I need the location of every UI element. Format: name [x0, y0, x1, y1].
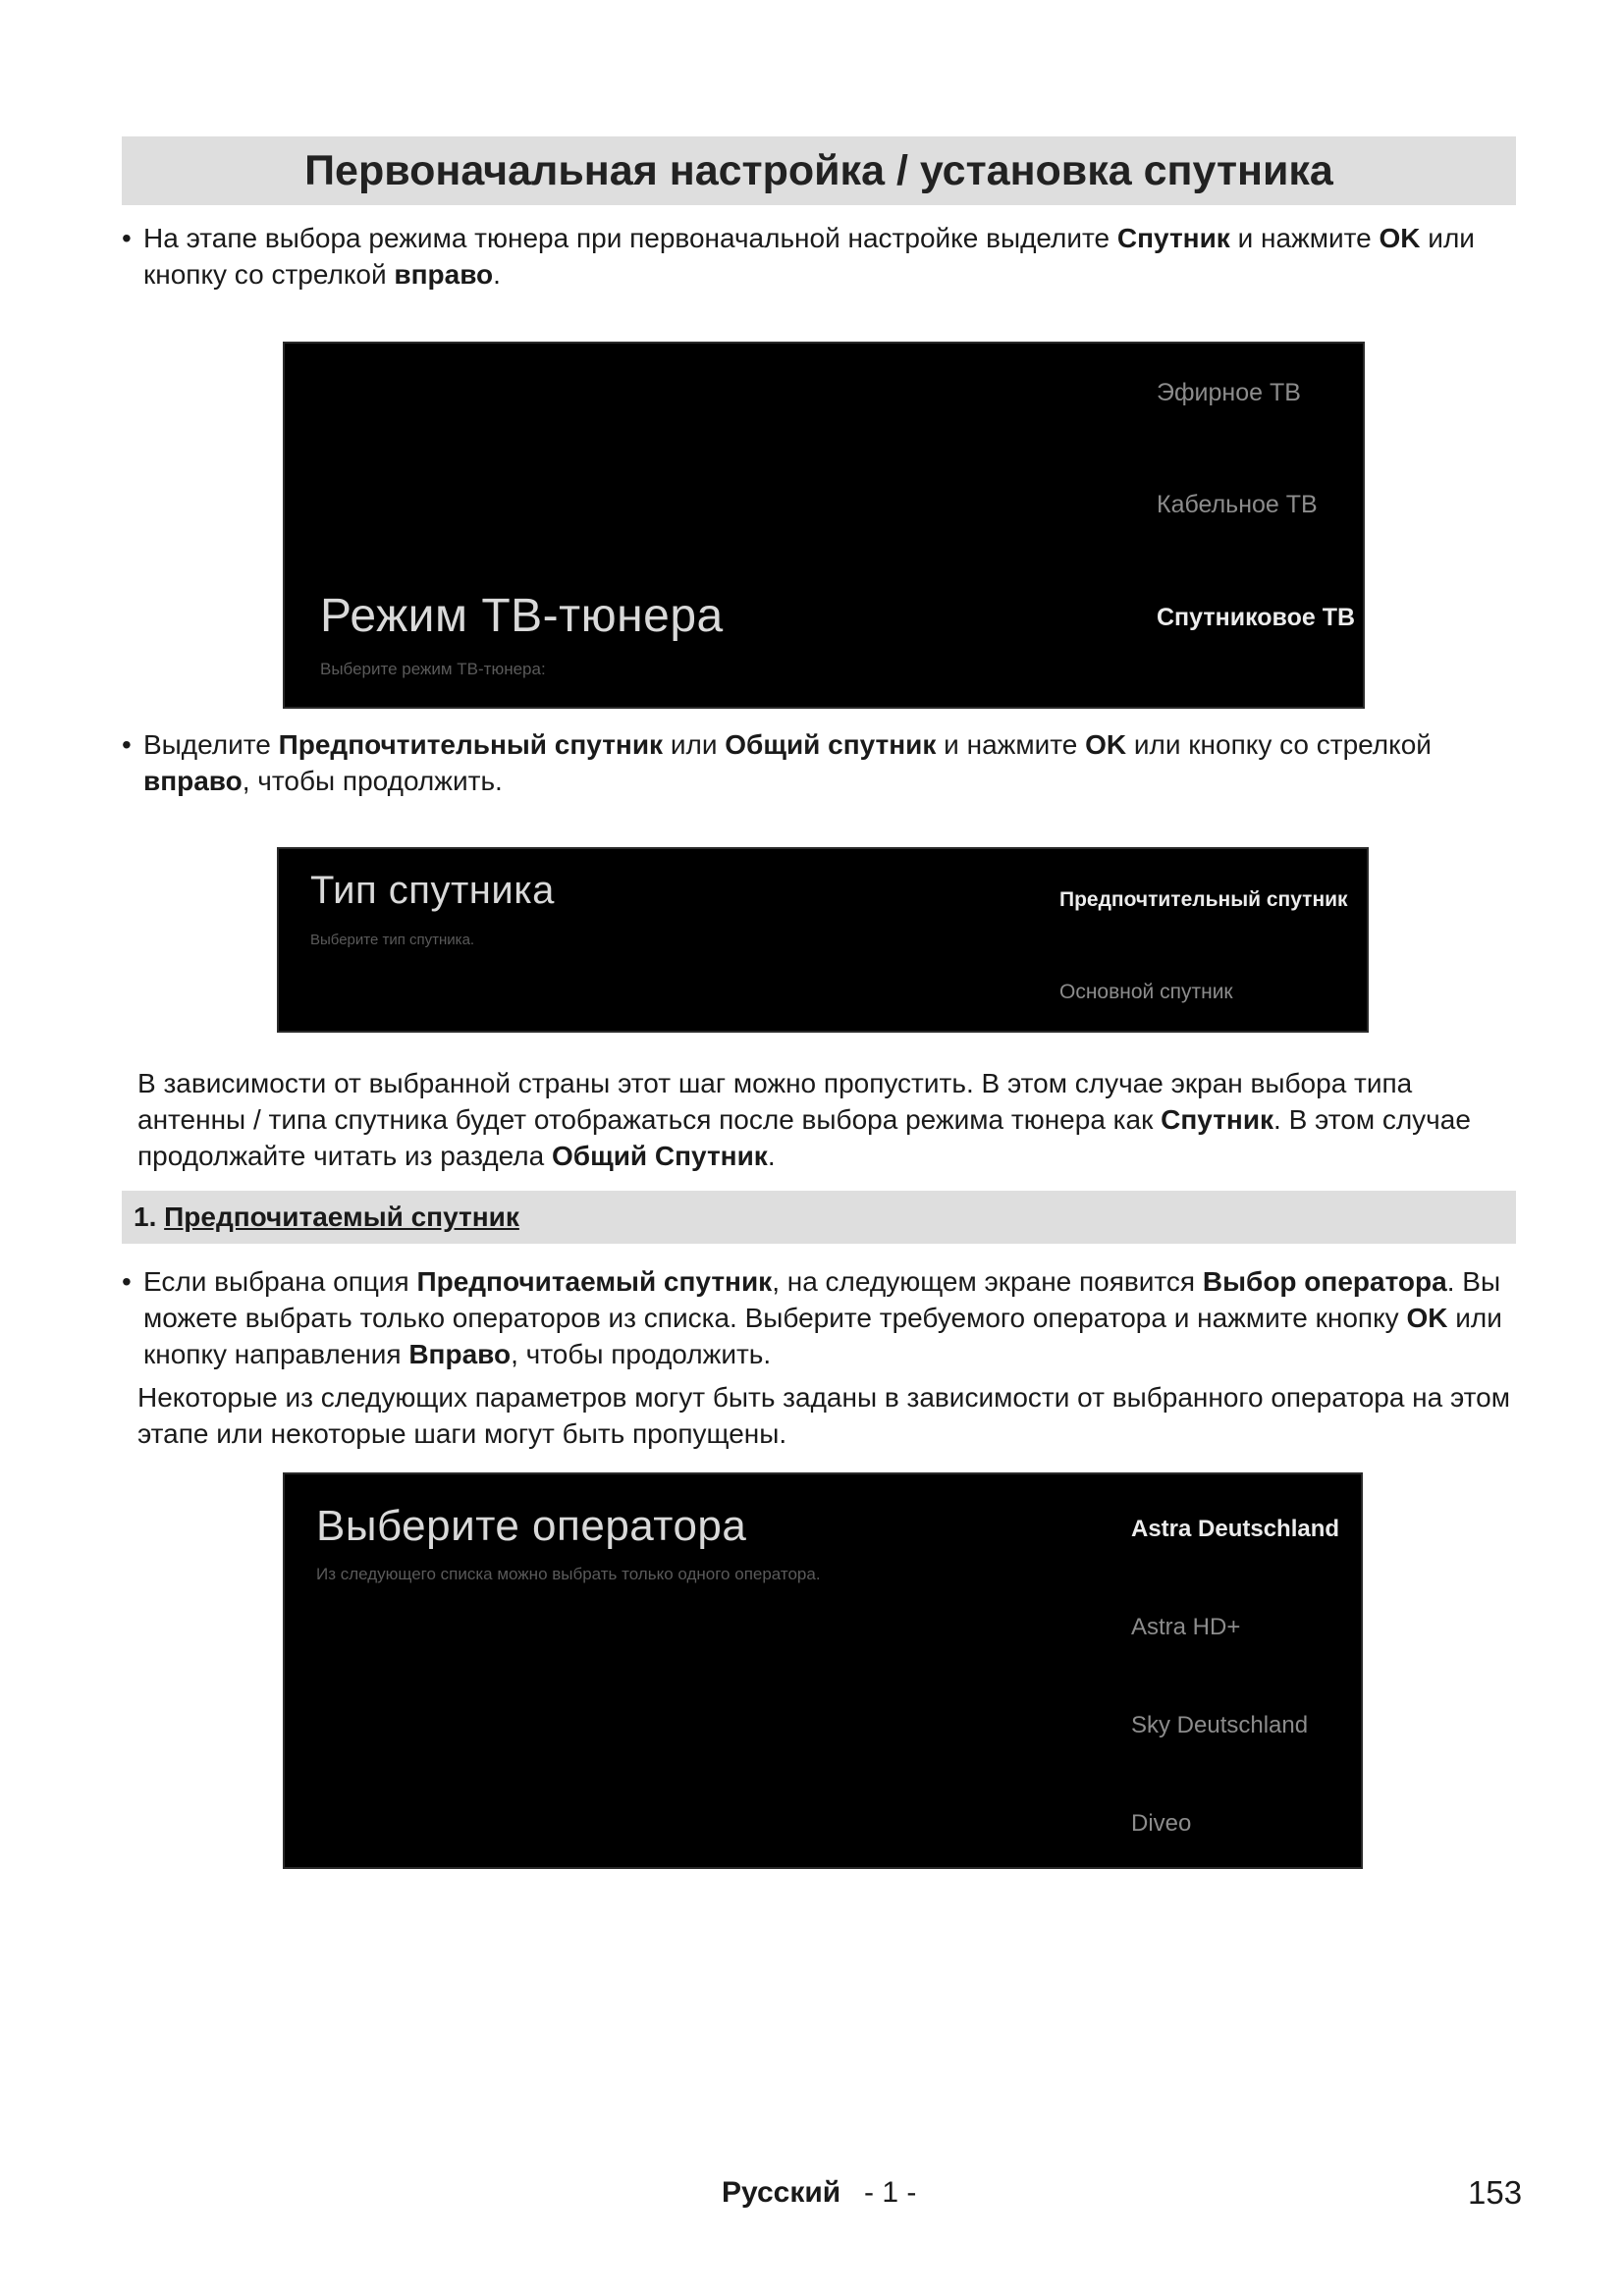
screen-subtitle: Из следующего списка можно выбрать только одного оператора.	[316, 1565, 821, 1583]
screen-subtitle: Выберите режим ТВ-тюнера:	[320, 660, 546, 678]
page-number: 153	[1468, 2174, 1523, 2211]
option-general-satellite[interactable]: Основной спутник	[1059, 981, 1233, 1003]
satellite-type-screenshot	[277, 847, 1369, 1033]
operator-selection-screenshot	[283, 1472, 1363, 1869]
option-terrestrial-tv[interactable]: Эфирное ТВ	[1157, 379, 1301, 406]
instruction-paragraph-2: • Выделите Предпочтительный спутник или Общий спутник и нажмите OK или кнопку со стрелкой вправо, чтобы продолжить.	[122, 726, 1543, 799]
section-heading-preferred-satellite	[122, 1191, 1516, 1244]
option-diveo[interactable]: Diveo	[1131, 1810, 1192, 1837]
option-preferred-satellite[interactable]: Предпочтительный спутник	[1059, 888, 1348, 911]
screen-title: Тип спутника	[310, 869, 555, 912]
section-title: Предпочитаемый спутник	[164, 1201, 519, 1232]
bullet: •	[122, 729, 132, 760]
option-astra-hd-plus[interactable]: Astra HD+	[1131, 1614, 1241, 1640]
bullet: •	[122, 223, 132, 253]
footer-page-marker: - 1 -	[864, 2176, 917, 2209]
page-title: Первоначальная настройка / установка спутника	[122, 136, 1516, 205]
bullet: •	[122, 1266, 132, 1297]
note-paragraph: В зависимости от выбранной страны этот шаг можно пропустить. В этом случае экран выбора типа антенны / типа спутника будет отображаться после выбора режима тюнера как Спутник. В этом случае продолжайте читать из раздела Общий Спутник.	[137, 1068, 1471, 1171]
section-number: 1.	[134, 1201, 165, 1232]
option-satellite-tv[interactable]: Спутниковое ТВ	[1157, 604, 1356, 631]
screen-subtitle: Выберите тип спутника.	[310, 932, 475, 948]
tuner-mode-screenshot	[283, 342, 1365, 709]
instruction-paragraph-1: • На этапе выбора режима тюнера при первоначальной настройке выделите Спутник и нажмите OK или кнопку со стрелкой вправо.	[122, 220, 1543, 293]
option-cable-tv[interactable]: Кабельное ТВ	[1157, 491, 1318, 518]
footer-language: Русский	[722, 2176, 841, 2209]
note-paragraph-2: Некоторые из следующих параметров могут быть заданы в зависимости от выбранного оператора на этом этапе или некоторые шаги могут быть пропущены.	[137, 1382, 1511, 1449]
option-astra-deutschland[interactable]: Astra Deutschland	[1131, 1516, 1340, 1542]
screen-title: Режим ТВ-тюнера	[320, 590, 724, 642]
screen-title: Выберите оператора	[316, 1502, 747, 1550]
option-sky-deutschland[interactable]: Sky Deutschland	[1131, 1712, 1309, 1738]
instruction-paragraph-3: • Если выбрана опция Предпочитаемый спутник, на следующем экране появится Выбор оператора. Вы можете выбрать только операторов из списка. Выберите требуемого оператора и нажмите кнопку OK или кнопку направления Вправо, чтобы продолжить.	[122, 1263, 1557, 1372]
